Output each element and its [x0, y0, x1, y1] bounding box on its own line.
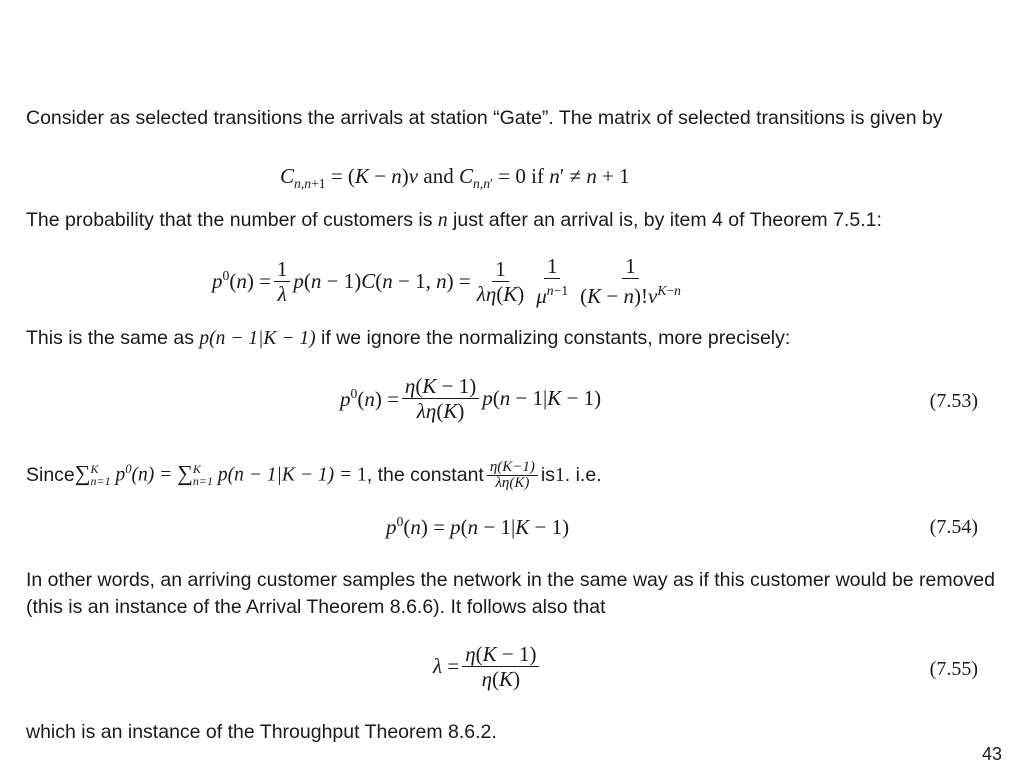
math-conditional-probability: p(n − 1|K − 1) [199, 328, 316, 349]
paragraph-since-text-d: . i.e. [564, 464, 602, 487]
equation-label-7-53: (7.53) [929, 390, 978, 412]
paragraph-same-as-text-b: if we ignore the normalizing constants, more precisely: [315, 327, 791, 349]
math-sum-equation: ∑$^K_{n=1}$ $p^0(n) = \sum^K_{n=1}$ p(n − 1|K − 1) = 1 [74, 460, 367, 489]
math-one: 1 [555, 465, 565, 487]
paragraph-same-as-text-a: This is the same as [26, 327, 200, 349]
paragraph-same-as [26, 325, 996, 352]
page-number: 43 [981, 744, 1002, 764]
equation-7-54: $p^0(n) = p(n - 1|K - 1)$ [386, 514, 570, 539]
paragraph-other-words: In other words, an arriving customer samples the network in the same way as if this customer would be removed (this is an instance of the Arrival Theorem 8.6.6). It follows also that [26, 569, 995, 618]
equation-arrival-probability: $p^0(n)$ = $\frac{1}{\lambda}$ p(n − 1)C(n − 1, n) = $\frac{1}{\lambda\eta(K)}$ $\frac{1}{\mu^{n-1}}$ $\frac{1}{(K - n)!\nu^{K-n}}$ [212, 254, 681, 308]
paragraph-since-text-a: Since [26, 464, 75, 487]
paragraph-since-text-c: is [540, 464, 556, 487]
paragraph-probability-text-a: The probability that the number of customers is [26, 209, 438, 231]
variable-n: n [437, 210, 448, 231]
equation-label-7-54: (7.54) [929, 516, 978, 538]
math-constant-fraction: $\frac{\eta(K-1)}{\lambda\eta(K)}$ [487, 460, 538, 491]
paragraph-probability [26, 207, 996, 234]
equation-label-7-55: (7.55) [929, 658, 978, 680]
paragraph-since-text-b: , the constant [366, 464, 484, 487]
equation-selected-transitions: $C_{n,n+1} = (K - n)\nu$ and $C_{n,n'} = 0$ if n′ ≠ n + 1 [280, 164, 630, 192]
equation-7-53: $p^0(n)$ = $\frac{\eta(K - 1)}{\lambda\eta(K)}$ p(n − 1|K − 1) [340, 374, 602, 423]
paragraph-intro: Consider as selected transitions the arrivals at station “Gate”. The matrix of selected transitions is given by [26, 107, 943, 129]
paragraph-probability-text-b: just after an arrival is, by item 4 of Theorem 7.5.1: [447, 209, 882, 231]
paragraph-throughput: which is an instance of the Throughput Theorem 8.6.2. [26, 721, 497, 743]
paragraph-since [26, 456, 996, 495]
equation-7-55: λ = $\frac{\eta(K - 1)}{\eta(K)}$ [433, 642, 542, 691]
